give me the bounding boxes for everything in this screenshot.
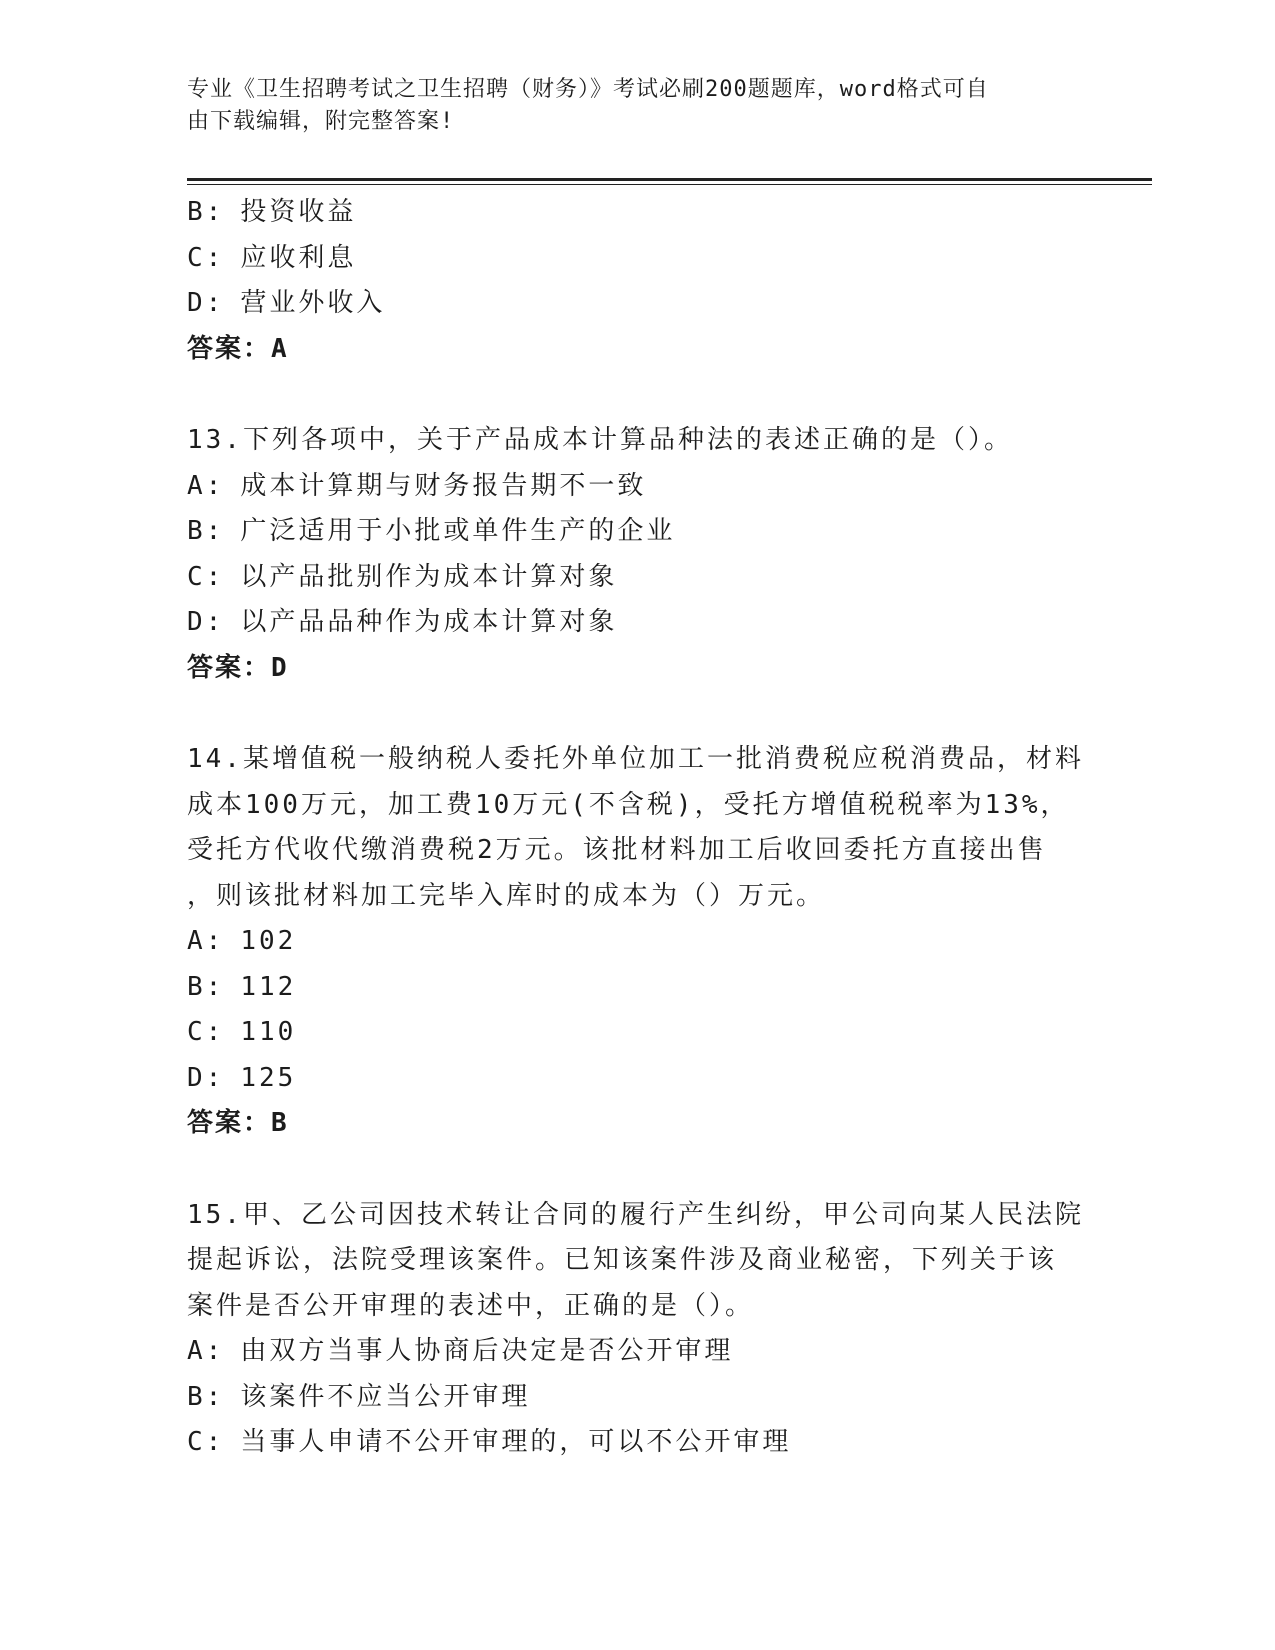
question-stem-line: 14.某增值税一般纳税人委托外单位加工一批消费税应税消费品，材料	[187, 744, 1084, 774]
answer-label: 答案：A	[187, 333, 289, 364]
option-text: 应收利息	[240, 242, 357, 273]
header-rule-thin	[187, 184, 1152, 185]
question-stem: 13.下列各项中，关于产品成本计算品种法的表述正确的是（）。	[187, 425, 1013, 455]
question-stem-line: 受托方代收代缴消费税2万元。该批材料加工后收回委托方直接出售	[187, 835, 1047, 865]
answer-label: 答案：B	[187, 1108, 289, 1138]
question-15	[187, 1193, 1087, 1466]
spacer	[187, 1147, 1087, 1193]
option-key: C:	[187, 242, 225, 273]
question-list	[187, 190, 1087, 1466]
option-a	[187, 1329, 1087, 1375]
option-key: D:	[187, 607, 225, 637]
question-stem-line: 案件是否公开审理的表述中，正确的是（）。	[187, 1290, 755, 1321]
option-text: 营业外收入	[240, 288, 386, 318]
spacer	[187, 691, 1087, 737]
option-b	[187, 190, 1087, 236]
question-12	[187, 190, 1087, 372]
option-key: B:	[187, 197, 225, 227]
option-text: 102	[240, 926, 297, 956]
option-a	[187, 919, 1087, 965]
answer-label: 答案：D	[187, 652, 289, 683]
question-stem-line: 成本100万元，加工费10万元(不含税)，受托方增值税税率为13%，	[187, 789, 1070, 820]
option-key: D:	[187, 1062, 225, 1093]
spacer	[187, 372, 1087, 418]
option-key: B:	[187, 516, 225, 546]
option-text: 投资收益	[240, 197, 357, 227]
header-rule-thick	[187, 178, 1152, 181]
option-b	[187, 1375, 1087, 1421]
option-text: 由双方当事人协商后决定是否公开审理	[240, 1336, 734, 1366]
option-text: 广泛适用于小批或单件生产的企业	[240, 516, 676, 546]
option-a	[187, 464, 1087, 510]
option-key: D:	[187, 288, 225, 318]
option-b	[187, 509, 1087, 555]
option-text: 当事人申请不公开审理的，可以不公开审理	[240, 1427, 792, 1457]
option-c	[187, 555, 1087, 601]
option-text: 110	[240, 1017, 297, 1047]
question-stem-line: 提起诉讼，法院受理该案件。已知该案件涉及商业秘密，下列关于该	[187, 1245, 1058, 1275]
option-key: A:	[187, 926, 225, 956]
option-c	[187, 236, 1087, 282]
document-header	[187, 74, 1067, 138]
question-stem-line: 15.甲、乙公司因技术转让合同的履行产生纠纷，甲公司向某人民法院	[187, 1199, 1084, 1230]
option-b	[187, 965, 1087, 1011]
option-key: B:	[187, 1381, 225, 1412]
option-key: A:	[187, 470, 225, 501]
option-text: 该案件不应当公开审理	[240, 1381, 531, 1412]
option-text: 112	[240, 971, 297, 1002]
option-key: B:	[187, 971, 225, 1002]
option-c	[187, 1420, 1087, 1466]
question-14	[187, 737, 1087, 1147]
header-title-line-1: 专业《卫生招聘考试之卫生招聘（财务）》考试必刷200题题库，word格式可自	[187, 77, 989, 102]
option-d	[187, 600, 1087, 646]
question-stem-line: ，则该批材料加工完毕入库时的成本为（）万元。	[187, 880, 826, 911]
option-key: C:	[187, 561, 225, 592]
option-d	[187, 281, 1087, 327]
option-key: A:	[187, 1336, 225, 1366]
option-text: 以产品批别作为成本计算对象	[240, 561, 618, 592]
option-key: C:	[187, 1017, 225, 1047]
option-d	[187, 1056, 1087, 1102]
option-key: C:	[187, 1427, 225, 1457]
question-13	[187, 418, 1087, 691]
option-text: 成本计算期与财务报告期不一致	[240, 470, 647, 501]
option-text: 125	[240, 1062, 297, 1093]
option-text: 以产品品种作为成本计算对象	[240, 607, 618, 637]
option-c	[187, 1010, 1087, 1056]
header-title-line-2: 由下载编辑，附完整答案!	[187, 109, 455, 134]
